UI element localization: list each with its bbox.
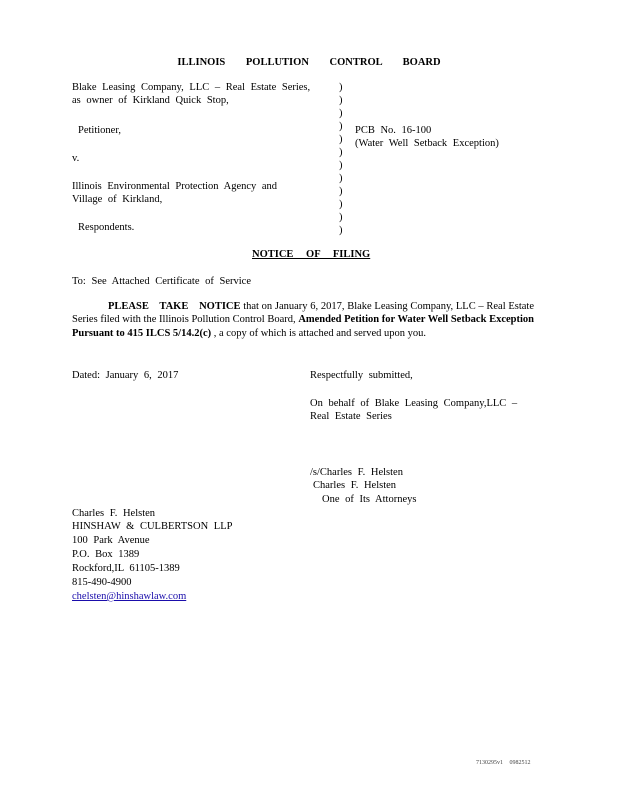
paren: ) [339,147,343,158]
paren: ) [339,121,343,132]
signer-role: One of Its Attorneys [322,494,417,505]
paren: ) [339,134,343,145]
attorney-email[interactable] [72,590,216,603]
signer-name: Charles F. Helsten [313,480,397,491]
service-line: To: See Attached Certificate of Service [72,276,251,287]
petitioner-role: Petitioner, [78,125,122,136]
paren: ) [339,186,343,197]
behalf-line2: Real Estate Series [310,411,392,422]
paren: ) [339,82,343,93]
notice-body [72,300,534,340]
document-id: 7130295v1 0982512 [476,760,531,766]
attorney-po-box: P.O. Box 1389 [72,549,140,560]
electronic-signature: /s/Charles F. Helsten [310,467,403,478]
dated-line: Dated: January 6, 2017 [72,370,179,381]
petitioner-name-line2: as owner of Kirkland Quick Stop, [72,95,229,106]
board-title: ILLINOIS POLLUTION CONTROL BOARD [177,57,441,68]
paren: ) [339,199,343,210]
notice-body-text-2: , a copy of which is attached and served upon you. [211,327,427,339]
paren: ) [339,173,343,184]
attorney-street: 100 Park Avenue [72,535,150,546]
respondent-role: Respondents. [78,222,135,233]
notice-title: NOTICE OF FILING [252,249,371,260]
respondent-name-line2: Village of Kirkland, [72,194,163,205]
behalf-line1: On behalf of Blake Leasing Company,LLC – [310,398,518,409]
attorney-name: Charles F. Helsten [72,508,156,519]
paren: ) [339,160,343,171]
respondent-name-line1: Illinois Environmental Protection Agency and [72,181,278,192]
paren: ) [339,212,343,223]
case-type: (Water Well Setback Exception) [355,138,499,149]
versus: v. [72,153,80,164]
closing: Respectfully submitted, [310,370,413,381]
attorney-phone: 815-490-4900 [72,577,132,588]
paren: ) [339,225,343,236]
attorney-firm: HINSHAW & CULBERTSON LLP [72,521,233,532]
notice-lead: PLEASE TAKE NOTICE [108,301,241,312]
paren: ) [339,95,343,106]
notice-body-text-1: that on January 6, 2017, Blake Leasing Company, LLC – Real Estate Series filed with the Illinois Pollution Control Board, [72,301,534,326]
email-link[interactable]: chelsten@hinshawlaw.com [72,591,187,602]
petitioner-name-line1: Blake Leasing Company, LLC – Real Estate Series, [72,82,311,93]
attorney-city: Rockford,IL 61105-1389 [72,563,180,574]
paren: ) [339,108,343,119]
case-number: PCB No. 16-100 [355,125,432,136]
notice-document-title: Amended Petition for Water Well Setback Exception Pursuant to 415 ILCS 5/14.2(c) [72,314,534,339]
